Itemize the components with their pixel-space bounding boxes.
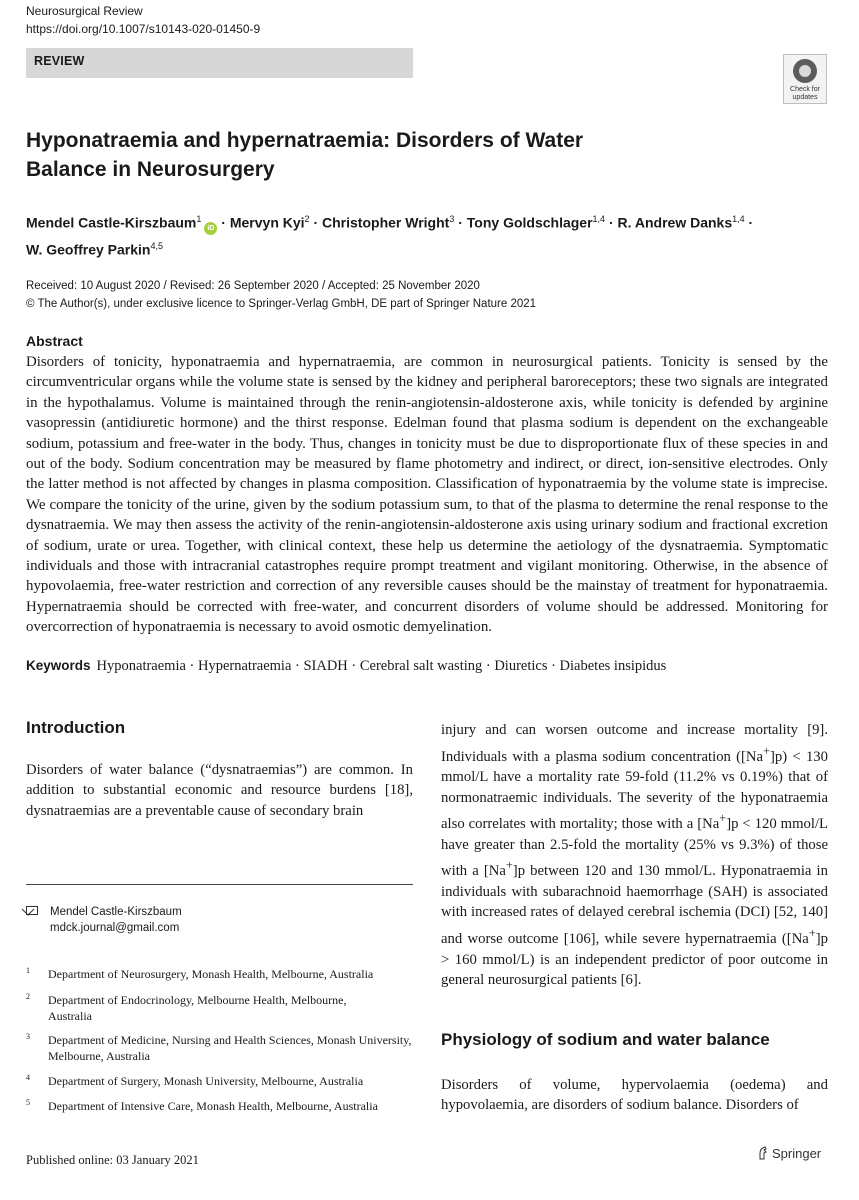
text-segment: ]p > 160 mmol/L) is an independent predictor of poor outcome in general neurosurgical patients [6]. <box>441 930 828 989</box>
author-affiliation-ref: 4,5 <box>150 240 163 251</box>
check-updates-icon <box>793 59 817 83</box>
affiliation-text: Department of Medicine, Nursing and Health Sciences, Monash University, Melbourne, Australia <box>48 1033 412 1063</box>
abstract-text: Disorders of tonicity, hyponatraemia and hypernatraemia, are common in neurosurgical patients. Tonicity is sensed by the circumventricular organs while the volume state is sensed by the kidney and peripheral baroreceptors; these two signals are integrated in the hypothalamus. Volume is maintained through the renin-angiotensin-aldosterone axis, while tonicity is defended by arginine vasopressin (antidiuretic hormone) and the thirst response. Edelman found that plasma sodium is dependent on the exchangeable sodium, potassium and free-water in the body. Thus, changes in tonicity must be due to disproportionate flux of these species in and out of the body. Sodium concentration may be measured by flame photometry and indirect, or direct, ion-sensitive electrodes. Only the latter method is not affected by changes in plasma composition. Classification of hyponatraemia by the volume state is imprecise. We compare the tonicity of the urine, given by the sodium potassium sum, to that of the plasma to determine the renal response to the dysnatraemia. We may then assess the activity of the renin-angiotensin-aldosterone axis using urinary sodium and fractional excretion of sodium, urate or urea. Together, with clinical context, these help us determine the aetiology of the dysnatraemia. Symptomatic individuals and those with intracranial catastrophes require prompt treatment and vigilant monitoring. Otherwise, in the absence of hypovolaemia, free-water restriction and correction of any reversible causes should be the mainstay of treatment for hyponatraemia. Hypernatraemia should be corrected with free-water, and concurrent disorders of volume should be addressed. Monitoring for overcorrection of hyponatraemia is necessary to avoid osmotic demyelination. <box>26 354 828 636</box>
superscript: + <box>763 743 770 758</box>
affiliation-number: 1 <box>26 966 30 975</box>
text-segment: ]p < 120 mmol/L have greater than 2.5-fold the mortality (25% vs 9.3%) of those with a [Na <box>441 816 828 880</box>
author-name[interactable]: Mendel Castle-Kirszbaum <box>26 214 197 231</box>
section-label: REVIEW <box>34 54 85 68</box>
affiliation-number: 4 <box>26 1073 30 1082</box>
keywords-line <box>26 656 828 676</box>
superscript: + <box>505 858 513 873</box>
journal-name: Neurosurgical Review <box>26 4 143 18</box>
affiliation-number: 2 <box>26 992 30 1001</box>
author-name[interactable]: Christopher Wright <box>322 214 450 231</box>
author-name[interactable]: Tony Goldschlager <box>466 214 593 231</box>
keywords-list: Hyponatraemia · Hypernatraemia · SIADH · Cerebral salt wasting · Diuretics · Diabetes insipidus <box>96 658 667 674</box>
corresponding-author: Mendel Castle-Kirszbaum <box>50 906 182 918</box>
right-column-text <box>441 720 828 991</box>
text-segment: ]p) < 130 mmol/L have a mortality rate 59-fold (11.2% vs 0.19%) that of normonatraemic individuals. The severity of the hyponatraemia also correlates with mortality; those with a [Na <box>441 748 828 833</box>
superscript: + <box>808 926 816 941</box>
superscript: + <box>719 811 727 826</box>
author-list: Mendel Castle-Kirszbaum$^1$iD · Mervyn Kyi$^2$ · Christopher Wright$^3$ · Tony Goldschlager$^{1,4}$ · R. Andrew Danks$^{1,4}$ · W. Geoffrey Parkin$^{4,5}$ <box>26 214 754 258</box>
text-segment: ]p between 120 and 130 mmol/L. Hyponatraemia in individuals with subarachnoid haemorrhage (SAH) is associated with increased rates of delayed cerebral ischemia (DCI) [52, 140] and worse outcome [106], while severe hypernatraemia ([Na <box>441 863 828 947</box>
affiliation-text: Department of Neurosurgery, Monash Health, Melbourne, Australia <box>48 967 374 981</box>
keywords-label: Keywords <box>26 658 91 673</box>
published-date: Published online: 03 January 2021 <box>26 1153 199 1167</box>
physiology-heading: Physiology of sodium and water balance <box>441 1030 770 1049</box>
check-for-updates-badge[interactable] <box>783 54 827 104</box>
corresponding-email[interactable]: mdck.journal@gmail.com <box>50 922 180 934</box>
author-affiliation-ref: 2 <box>304 214 310 224</box>
springer-horse-icon <box>758 1146 768 1160</box>
affiliation-text: Department of Surgery, Monash University, Melbourne, Australia <box>48 1074 364 1088</box>
introduction-heading: Introduction <box>26 718 126 737</box>
author-name[interactable]: Mervyn Kyi <box>229 214 305 231</box>
affiliation-text: Department of Intensive Care, Monash Health, Melbourne, Australia <box>48 1099 378 1113</box>
article-dates: Received: 10 August 2020 / Revised: 26 September 2020 / Accepted: 25 November 2020 <box>26 280 480 292</box>
affiliation-text: Department of Endocrinology, Melbourne Health, Melbourne, Australia <box>48 993 347 1023</box>
abstract-heading: Abstract <box>26 333 83 349</box>
author-name[interactable]: W. Geoffrey Parkin <box>26 241 151 258</box>
article-title: Hyponatraemia and hypernatraemia: Disorders of Water Balance in Neurosurgery <box>26 129 584 181</box>
doi-link[interactable]: https://doi.org/10.1007/s10143-020-01450-9 <box>26 22 261 36</box>
badge-label: Check for updates <box>790 86 820 101</box>
affiliation-number: 5 <box>26 1098 30 1107</box>
copyright-notice: © The Author(s), under exclusive licence to Springer-Verlag GmbH, DE part of Springer Nature 2021 <box>26 298 537 310</box>
author-affiliation-ref: 3 <box>449 214 455 224</box>
author-affiliation-ref: 1,4 <box>732 214 745 224</box>
author-name[interactable]: R. Andrew Danks <box>617 214 733 231</box>
text-segment: injury and can worsen outcome and increase mortality [9]. Individuals with a plasma sodium concentration ([Na <box>441 722 828 765</box>
footnote-divider <box>26 884 413 885</box>
section-banner <box>26 48 413 78</box>
affiliation-number: 3 <box>26 1032 30 1041</box>
publisher-logo <box>758 1146 821 1161</box>
orcid-icon[interactable]: iD <box>204 222 217 235</box>
introduction-text: Disorders of water balance (“dysnatraemias”) are common. In addition to substantial economic and resource burdens [18], dysnatraemias are a preventable cause of secondary brain <box>26 762 413 819</box>
publisher-name: Springer <box>772 1146 822 1161</box>
author-affiliation-ref: 1 <box>196 214 202 224</box>
physiology-text: Disorders of volume, hypervolaemia (oedema) and hypovolaemia, are disorders of sodium balance. Disorders of <box>441 1077 828 1114</box>
envelope-icon <box>26 906 38 915</box>
author-affiliation-ref: 1,4 <box>592 214 606 224</box>
correspondence-block <box>26 904 413 938</box>
